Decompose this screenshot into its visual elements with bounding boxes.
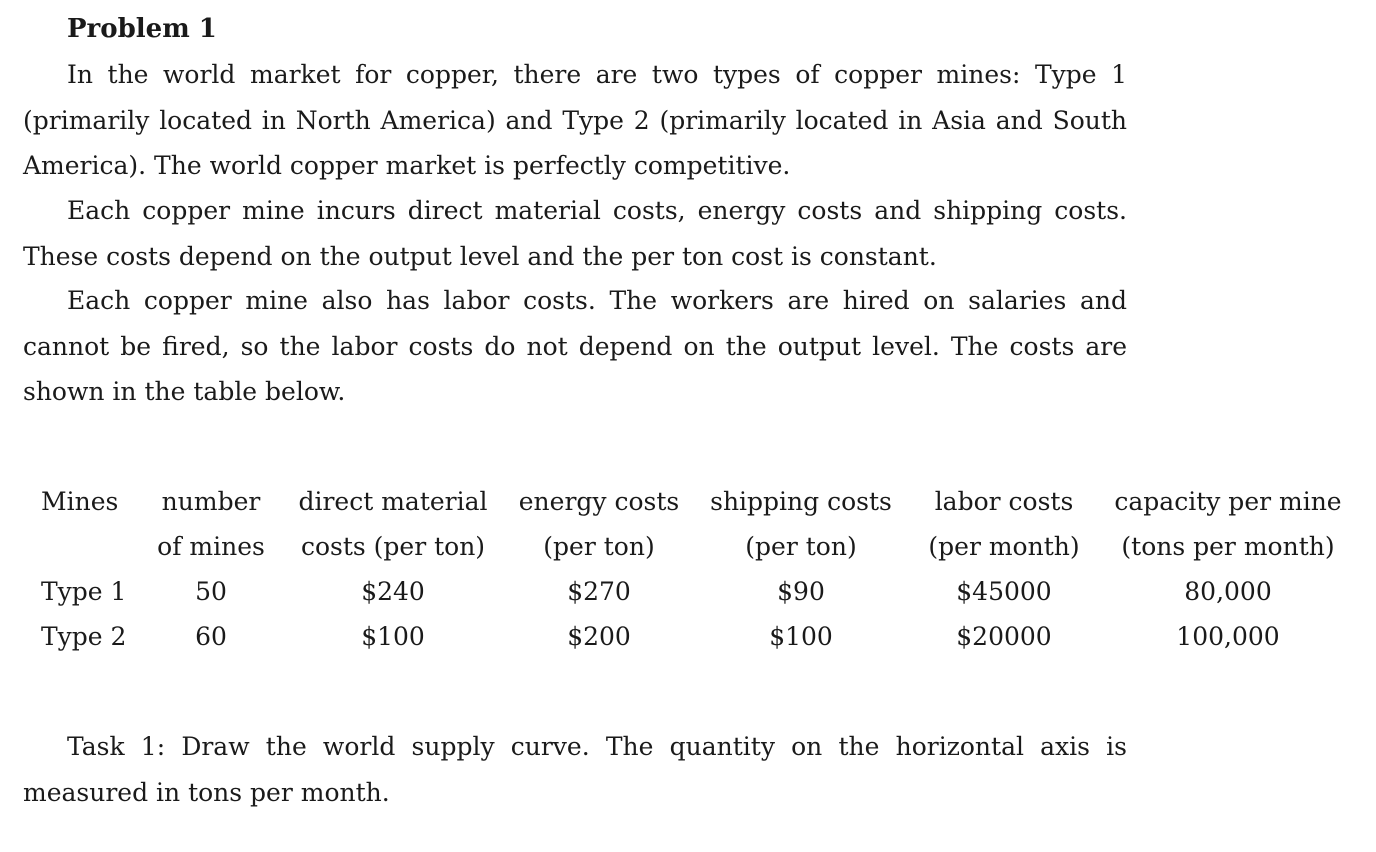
row-type-1-energy: $270 — [567, 577, 631, 606]
header-energy-costs: energy costs — [518, 487, 680, 516]
row-type-1-capacity: 80,000 — [1184, 577, 1272, 606]
header-mines: Mines — [41, 487, 119, 516]
problem-paragraph-3: Each copper mine also has labor costs. The workers are hired on salaries and cannot be fired, so the labor costs do not depend on the output level. The costs are shown in the table below. — [23, 286, 1127, 406]
header-direct-material: direct material — [298, 487, 488, 516]
row-type-2-direct-material: $100 — [361, 622, 425, 651]
header-costs-per-ton: costs (per ton) — [300, 532, 486, 561]
row-type-1-direct-material: $240 — [361, 577, 425, 606]
row-type-2-number: 60 — [195, 622, 227, 651]
row-type-2-capacity: 100,000 — [1176, 622, 1280, 651]
task-paragraph: Task 1: Draw the world supply curve. The quantity on the horizontal axis is measured in tons per month. — [23, 732, 1127, 807]
row-type-1-labor: $45000 — [956, 577, 1052, 606]
header-labor-per-month: (per month) — [928, 532, 1080, 561]
header-capacity-tons-per-month: (tons per month) — [1121, 532, 1335, 561]
header-capacity-per-mine: capacity per mine — [1114, 487, 1342, 516]
problem-title: Problem 1 — [67, 14, 217, 44]
header-labor-costs: labor costs — [934, 487, 1074, 516]
row-type-2-label: Type 2 — [41, 622, 127, 651]
header-energy-per-ton: (per ton) — [543, 532, 655, 561]
row-type-2-labor: $20000 — [956, 622, 1052, 651]
problem-paragraph-1: In the world market for copper, there are two types of copper mines: Type 1 (primarily located in North America) and Type 2 (primarily located in Asia and South America). The world copper market is perfectly competitive. — [23, 60, 1127, 180]
row-type-2-shipping: $100 — [769, 622, 833, 651]
row-type-2-energy: $200 — [567, 622, 631, 651]
row-type-1-shipping: $90 — [777, 577, 825, 606]
row-type-1-number: 50 — [195, 577, 227, 606]
header-of-mines: of mines — [157, 532, 265, 561]
header-shipping-per-ton: (per ton) — [745, 532, 857, 561]
header-shipping-costs: shipping costs — [710, 487, 892, 516]
row-type-1-label: Type 1 — [41, 577, 127, 606]
problem-paragraph-2: Each copper mine incurs direct material costs, energy costs and shipping costs. These costs depend on the output level and the per ton cost is constant. — [23, 196, 1127, 271]
header-number: number — [161, 487, 261, 516]
